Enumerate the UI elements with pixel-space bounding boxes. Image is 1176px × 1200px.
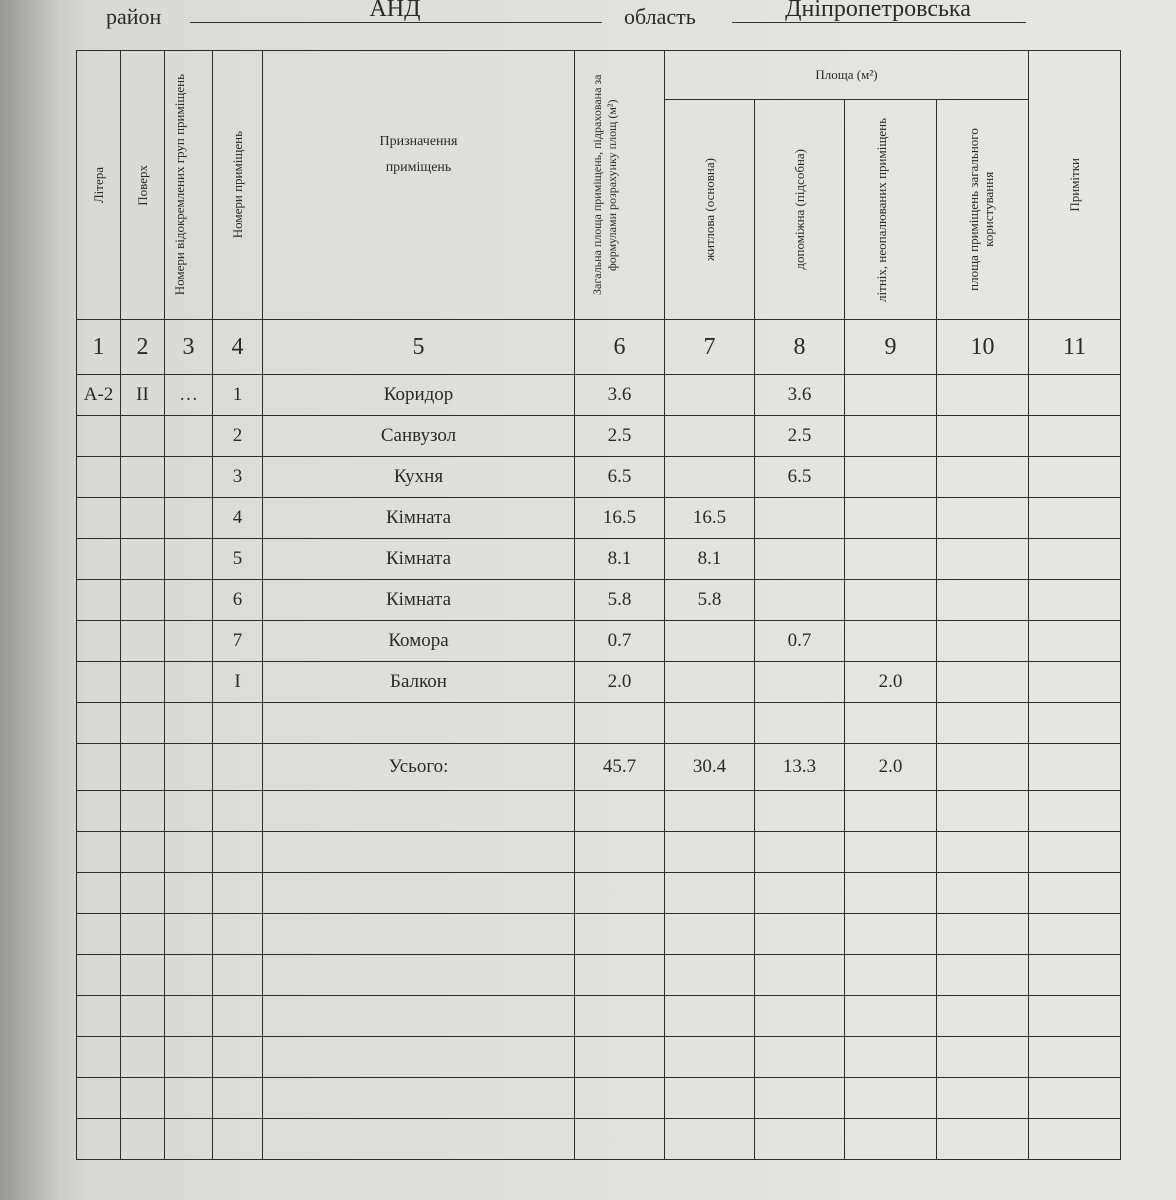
- group-cell: [165, 498, 213, 539]
- common-area-cell: [937, 498, 1029, 539]
- table-row-empty: [77, 1037, 1121, 1078]
- region-label: область: [624, 4, 696, 29]
- common-area-cell: [937, 580, 1029, 621]
- living-area-cell: 16.5: [665, 498, 755, 539]
- floor-cell: [121, 457, 165, 498]
- living-area-cell: 5.8: [665, 580, 755, 621]
- district-value: АНД: [369, 0, 421, 22]
- col-number: 6: [575, 320, 665, 375]
- litera-cell: [77, 580, 121, 621]
- purpose-cell: Кімната: [263, 539, 575, 580]
- col-number: 7: [665, 320, 755, 375]
- col-header-floor: Поверх: [121, 51, 165, 320]
- litera-cell: [77, 457, 121, 498]
- note-cell: [1029, 621, 1121, 662]
- col-number: 10: [937, 320, 1029, 375]
- table-row-empty: [77, 955, 1121, 996]
- purpose-cell: Кімната: [263, 498, 575, 539]
- floor-cell: [121, 539, 165, 580]
- living-area-cell: [665, 375, 755, 416]
- note-cell: [1029, 498, 1121, 539]
- common-area-cell: [937, 621, 1029, 662]
- district-underline: [190, 22, 602, 23]
- col-number: 9: [845, 320, 937, 375]
- total-living-value: 30.4: [665, 744, 755, 791]
- col-header-area-group: Площа (м²): [665, 51, 1029, 100]
- summer-area-cell: [845, 375, 937, 416]
- col-number: 2: [121, 320, 165, 375]
- table-row-empty: [77, 873, 1121, 914]
- room-number-cell: I: [213, 662, 263, 703]
- purpose-cell: Балкон: [263, 662, 575, 703]
- litera-cell: [77, 662, 121, 703]
- table-row-empty: [77, 832, 1121, 873]
- purpose-cell: Коридор: [263, 375, 575, 416]
- summer-area-cell: [845, 580, 937, 621]
- total-area-cell: 5.8: [575, 580, 665, 621]
- table-row: [77, 375, 1121, 416]
- col-header-auxiliary: допоміжна (підсобна): [755, 100, 845, 320]
- total-area-value: 45.7: [575, 744, 665, 791]
- summer-area-cell: 2.0: [845, 662, 937, 703]
- note-cell: [1029, 457, 1121, 498]
- table-row: [77, 662, 1121, 703]
- col-number: 5: [263, 320, 575, 375]
- region-underline: [732, 22, 1026, 23]
- living-area-cell: [665, 457, 755, 498]
- col-header-notes: Примітки: [1029, 51, 1121, 320]
- floor-cell: [121, 416, 165, 457]
- total-area-cell: 8.1: [575, 539, 665, 580]
- group-cell: [165, 621, 213, 662]
- col-number: 4: [213, 320, 263, 375]
- floor-cell: [121, 662, 165, 703]
- room-number-cell: 1: [213, 375, 263, 416]
- common-area-cell: [937, 457, 1029, 498]
- table-row: [77, 580, 1121, 621]
- col-header-groups: Номери відокремлених груп приміщень: [165, 51, 213, 320]
- group-cell: [165, 662, 213, 703]
- purpose-cell: Санвузол: [263, 416, 575, 457]
- aux-area-cell: 3.6: [755, 375, 845, 416]
- note-cell: [1029, 539, 1121, 580]
- table-row-empty: [77, 914, 1121, 955]
- group-cell: …: [165, 375, 213, 416]
- table-row-empty: [77, 1078, 1121, 1119]
- floor-cell: [121, 498, 165, 539]
- region-value: Дніпропетровська: [785, 0, 971, 22]
- col-number: 8: [755, 320, 845, 375]
- common-area-cell: [937, 539, 1029, 580]
- aux-area-cell: 6.5: [755, 457, 845, 498]
- litera-cell: [77, 416, 121, 457]
- summer-area-cell: [845, 498, 937, 539]
- rooms-table: [76, 50, 1121, 1160]
- total-area-cell: 6.5: [575, 457, 665, 498]
- common-area-cell: [937, 662, 1029, 703]
- living-area-cell: [665, 662, 755, 703]
- floor-cell: ІІ: [121, 375, 165, 416]
- table-row: [77, 457, 1121, 498]
- summer-area-cell: [845, 416, 937, 457]
- district-label: район: [106, 4, 162, 29]
- floor-cell: [121, 580, 165, 621]
- note-cell: [1029, 580, 1121, 621]
- summer-area-cell: [845, 621, 937, 662]
- room-number-cell: 2: [213, 416, 263, 457]
- aux-area-cell: [755, 662, 845, 703]
- litera-cell: А-2: [77, 375, 121, 416]
- total-label: Усього:: [263, 744, 575, 791]
- purpose-cell: Комора: [263, 621, 575, 662]
- group-cell: [165, 416, 213, 457]
- table-row-empty: [77, 791, 1121, 832]
- column-numbers-row: [77, 320, 1121, 375]
- col-header-living: житлова (основна): [665, 100, 755, 320]
- table-row-empty: [77, 996, 1121, 1037]
- table-row: [77, 621, 1121, 662]
- common-area-cell: [937, 375, 1029, 416]
- table-row-empty: [77, 703, 1121, 744]
- note-cell: [1029, 662, 1121, 703]
- col-header-summer: літніх, неопалюваних приміщень: [845, 100, 937, 320]
- table-row-empty: [77, 1119, 1121, 1160]
- aux-area-cell: [755, 580, 845, 621]
- total-area-cell: 2.0: [575, 662, 665, 703]
- col-header-room-numbers: Номери приміщень: [213, 51, 263, 320]
- living-area-cell: 8.1: [665, 539, 755, 580]
- summer-area-cell: [845, 457, 937, 498]
- col-header-litera: Літера: [77, 51, 121, 320]
- aux-area-cell: [755, 539, 845, 580]
- col-header-common: площа приміщень загального користування: [937, 100, 1029, 320]
- scan-shadow: [0, 0, 60, 1200]
- note-cell: [1029, 416, 1121, 457]
- living-area-cell: [665, 416, 755, 457]
- document-header: [0, 0, 1176, 40]
- aux-area-cell: [755, 498, 845, 539]
- table-row-total: [77, 744, 1121, 791]
- group-cell: [165, 580, 213, 621]
- room-number-cell: 7: [213, 621, 263, 662]
- purpose-cell: Кімната: [263, 580, 575, 621]
- aux-area-cell: 2.5: [755, 416, 845, 457]
- col-header-total-area: Загальна площа приміщень, підрахована за формулами розрахунку площ (м²): [575, 51, 665, 320]
- room-number-cell: 3: [213, 457, 263, 498]
- room-number-cell: 4: [213, 498, 263, 539]
- common-area-cell: [937, 416, 1029, 457]
- summer-area-cell: [845, 539, 937, 580]
- table-row: [77, 498, 1121, 539]
- total-aux-value: 13.3: [755, 744, 845, 791]
- living-area-cell: [665, 621, 755, 662]
- table-row: [77, 539, 1121, 580]
- total-area-cell: 16.5: [575, 498, 665, 539]
- col-number: 1: [77, 320, 121, 375]
- col-header-purpose: Призначення приміщень: [263, 51, 575, 320]
- litera-cell: [77, 498, 121, 539]
- litera-cell: [77, 539, 121, 580]
- table-row: [77, 416, 1121, 457]
- floor-cell: [121, 621, 165, 662]
- purpose-cell: Кухня: [263, 457, 575, 498]
- col-number: 3: [165, 320, 213, 375]
- aux-area-cell: 0.7: [755, 621, 845, 662]
- room-number-cell: 5: [213, 539, 263, 580]
- group-cell: [165, 457, 213, 498]
- total-area-cell: 2.5: [575, 416, 665, 457]
- note-cell: [1029, 375, 1121, 416]
- total-summer-value: 2.0: [845, 744, 937, 791]
- room-number-cell: 6: [213, 580, 263, 621]
- litera-cell: [77, 621, 121, 662]
- total-area-cell: 3.6: [575, 375, 665, 416]
- total-area-cell: 0.7: [575, 621, 665, 662]
- col-number: 11: [1029, 320, 1121, 375]
- group-cell: [165, 539, 213, 580]
